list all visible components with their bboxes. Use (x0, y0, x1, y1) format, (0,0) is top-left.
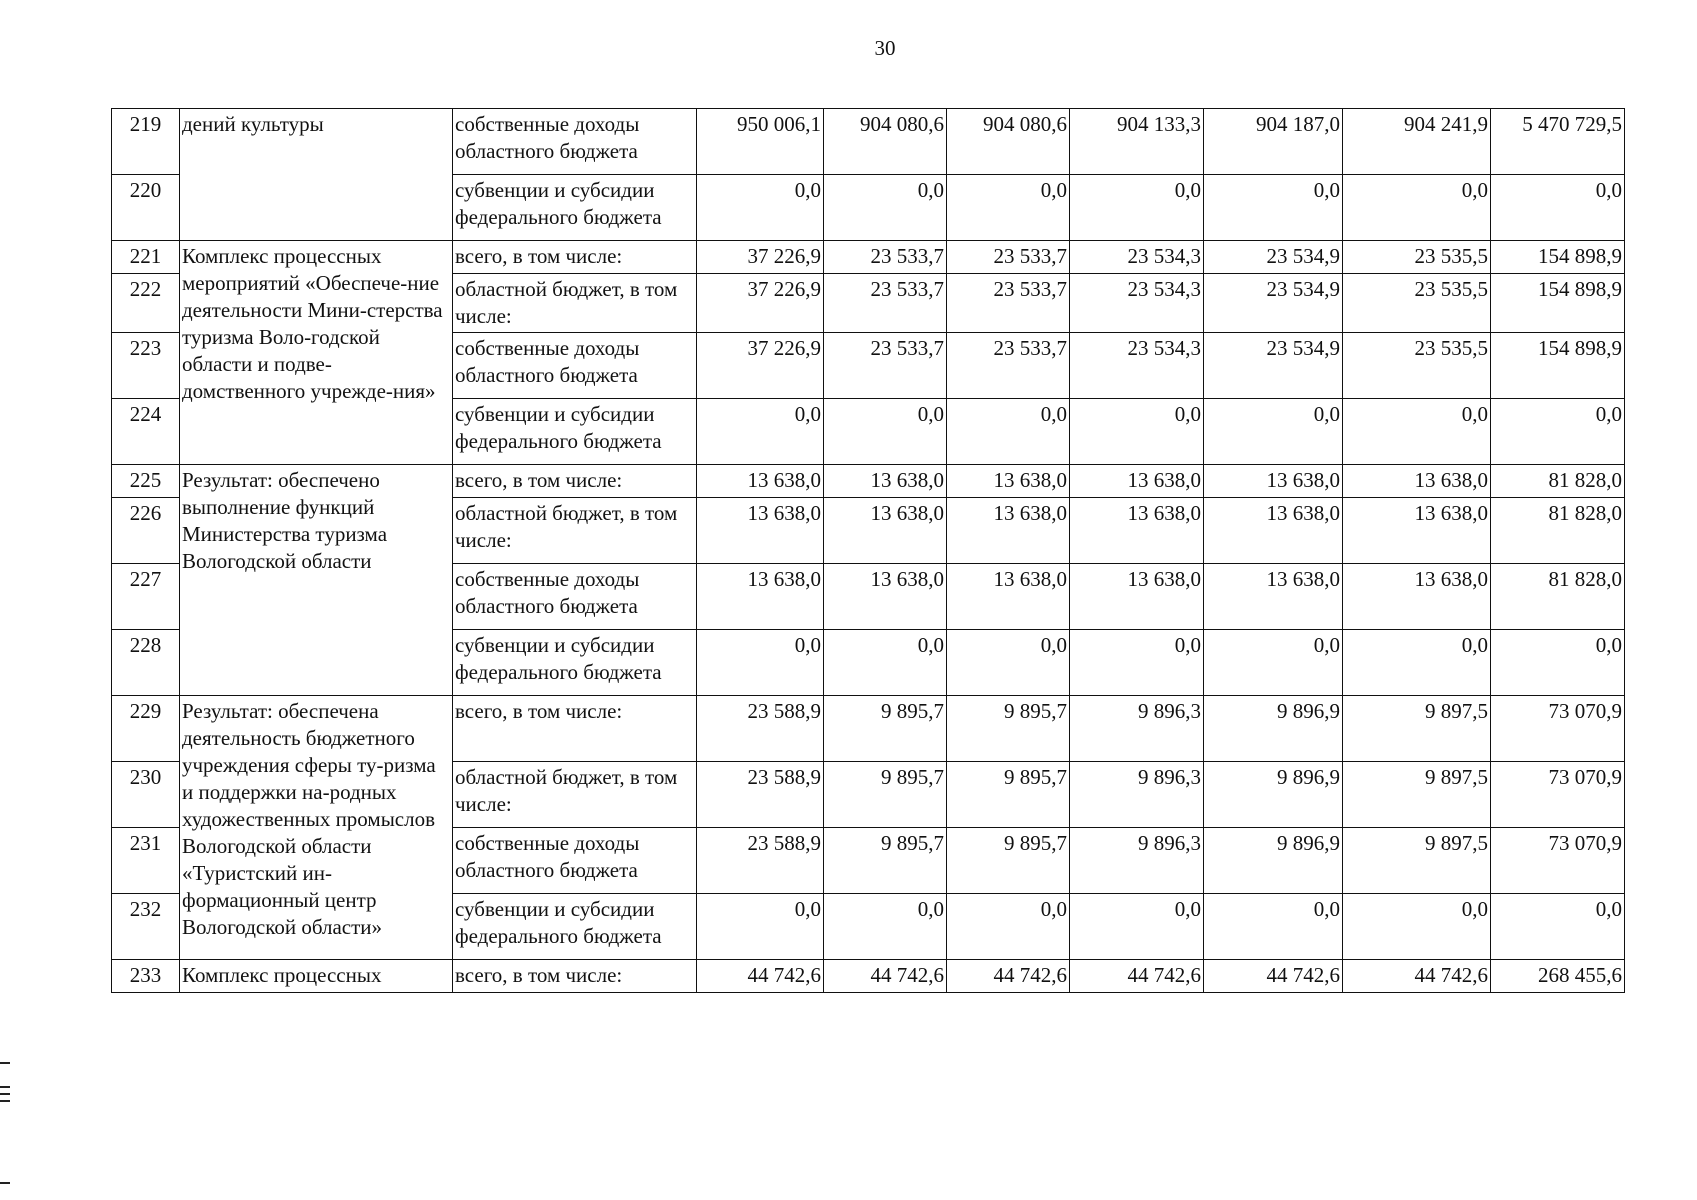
year-value: 23 588,9 (697, 828, 824, 894)
total-value: 0,0 (1491, 399, 1625, 465)
page-number: 30 (874, 36, 896, 60)
year-value: 13 638,0 (1343, 498, 1491, 564)
margin-mark (0, 1100, 10, 1102)
total-value: 73 070,9 (1491, 828, 1625, 894)
table-row (112, 960, 1625, 993)
year-value: 23 588,9 (697, 762, 824, 828)
year-value: 0,0 (1070, 894, 1204, 960)
row-number: 231 (112, 828, 180, 894)
margin-mark (0, 1182, 10, 1184)
year-value: 13 638,0 (697, 498, 824, 564)
total-value: 154 898,9 (1491, 274, 1625, 333)
year-value: 904 080,6 (947, 109, 1070, 175)
year-value: 9 895,7 (824, 696, 947, 762)
year-value: 0,0 (1343, 175, 1491, 241)
funding-source: областной бюджет, в том числе: (453, 498, 697, 564)
year-value: 44 742,6 (1343, 960, 1491, 993)
row-number: 233 (112, 960, 180, 993)
row-number: 226 (112, 498, 180, 564)
activity-description: Комплекс процессных мероприятий «Обеспече-ние деятельности Мини-стерства туризма Воло-годской области и подве-домственного учрежде-ния» (180, 241, 453, 465)
funding-source: субвенции и субсидии федерального бюджета (453, 399, 697, 465)
year-value: 9 895,7 (824, 828, 947, 894)
year-value: 9 897,5 (1343, 696, 1491, 762)
total-value: 73 070,9 (1491, 696, 1625, 762)
total-value: 154 898,9 (1491, 241, 1625, 274)
table-body (112, 109, 1625, 993)
funding-source: всего, в том числе: (453, 465, 697, 498)
activity-description: Результат: обеспечена деятельность бюджетного учреждения сферы ту-ризма и поддержки на-родных художественных промыслов Вологодской области «Туристский ин-формационный центр Вологодской области» (180, 696, 453, 960)
year-value: 23 533,7 (824, 274, 947, 333)
year-value: 0,0 (1343, 630, 1491, 696)
year-value: 13 638,0 (824, 498, 947, 564)
year-value: 44 742,6 (697, 960, 824, 993)
table-row (112, 109, 1625, 175)
funding-source: субвенции и субсидии федерального бюджета (453, 630, 697, 696)
year-value: 9 895,7 (824, 762, 947, 828)
total-value: 5 470 729,5 (1491, 109, 1625, 175)
year-value: 0,0 (1070, 399, 1204, 465)
year-value: 37 226,9 (697, 274, 824, 333)
year-value: 904 133,3 (1070, 109, 1204, 175)
year-value: 9 896,9 (1204, 762, 1343, 828)
year-value: 13 638,0 (824, 465, 947, 498)
row-number: 228 (112, 630, 180, 696)
year-value: 23 535,5 (1343, 274, 1491, 333)
year-value: 23 534,3 (1070, 274, 1204, 333)
year-value: 23 533,7 (824, 333, 947, 399)
year-value: 0,0 (697, 175, 824, 241)
funding-source: всего, в том числе: (453, 960, 697, 993)
year-value: 9 895,7 (947, 696, 1070, 762)
year-value: 23 535,5 (1343, 241, 1491, 274)
year-value: 13 638,0 (697, 465, 824, 498)
year-value: 23 534,3 (1070, 241, 1204, 274)
row-number: 227 (112, 564, 180, 630)
year-value: 0,0 (947, 399, 1070, 465)
year-value: 13 638,0 (947, 498, 1070, 564)
funding-source: собственные доходы областного бюджета (453, 109, 697, 175)
year-value: 0,0 (1343, 894, 1491, 960)
funding-source: собственные доходы областного бюджета (453, 333, 697, 399)
year-value: 0,0 (1204, 894, 1343, 960)
row-number: 223 (112, 333, 180, 399)
year-value: 0,0 (697, 630, 824, 696)
activity-description: Комплекс процессных (180, 960, 453, 993)
year-value: 0,0 (824, 399, 947, 465)
year-value: 0,0 (824, 894, 947, 960)
year-value: 13 638,0 (1343, 465, 1491, 498)
year-value: 0,0 (1070, 175, 1204, 241)
funding-source: субвенции и субсидии федерального бюджета (453, 175, 697, 241)
total-value: 73 070,9 (1491, 762, 1625, 828)
year-value: 9 897,5 (1343, 828, 1491, 894)
year-value: 13 638,0 (1070, 498, 1204, 564)
year-value: 13 638,0 (1204, 564, 1343, 630)
year-value: 37 226,9 (697, 241, 824, 274)
year-value: 44 742,6 (1204, 960, 1343, 993)
year-value: 0,0 (697, 399, 824, 465)
year-value: 9 897,5 (1343, 762, 1491, 828)
year-value: 9 895,7 (947, 762, 1070, 828)
total-value: 0,0 (1491, 175, 1625, 241)
year-value: 44 742,6 (947, 960, 1070, 993)
year-value: 23 588,9 (697, 696, 824, 762)
year-value: 9 896,9 (1204, 828, 1343, 894)
year-value: 13 638,0 (1343, 564, 1491, 630)
year-value: 13 638,0 (1204, 465, 1343, 498)
year-value: 23 534,9 (1204, 274, 1343, 333)
funding-source: областной бюджет, в том числе: (453, 274, 697, 333)
year-value: 13 638,0 (824, 564, 947, 630)
funding-source: всего, в том числе: (453, 241, 697, 274)
total-value: 81 828,0 (1491, 465, 1625, 498)
year-value: 44 742,6 (824, 960, 947, 993)
year-value: 9 896,3 (1070, 828, 1204, 894)
year-value: 0,0 (697, 894, 824, 960)
row-number: 221 (112, 241, 180, 274)
total-value: 81 828,0 (1491, 564, 1625, 630)
year-value: 9 896,9 (1204, 696, 1343, 762)
year-value: 23 533,7 (824, 241, 947, 274)
margin-mark (0, 1093, 10, 1095)
year-value: 0,0 (947, 894, 1070, 960)
year-value: 904 080,6 (824, 109, 947, 175)
row-number: 230 (112, 762, 180, 828)
year-value: 0,0 (947, 175, 1070, 241)
year-value: 0,0 (824, 630, 947, 696)
year-value: 9 896,3 (1070, 696, 1204, 762)
activity-description: дений культуры (180, 109, 453, 241)
year-value: 23 533,7 (947, 241, 1070, 274)
year-value: 23 533,7 (947, 274, 1070, 333)
year-value: 13 638,0 (697, 564, 824, 630)
row-number: 225 (112, 465, 180, 498)
year-value: 9 896,3 (1070, 762, 1204, 828)
year-value: 44 742,6 (1070, 960, 1204, 993)
year-value: 13 638,0 (947, 465, 1070, 498)
year-value: 13 638,0 (1070, 564, 1204, 630)
year-value: 904 241,9 (1343, 109, 1491, 175)
margin-mark (0, 1062, 10, 1064)
year-value: 0,0 (1204, 399, 1343, 465)
year-value: 950 006,1 (697, 109, 824, 175)
total-value: 268 455,6 (1491, 960, 1625, 993)
table-row (112, 241, 1625, 274)
year-value: 37 226,9 (697, 333, 824, 399)
year-value: 23 533,7 (947, 333, 1070, 399)
funding-source: субвенции и субсидии федерального бюджета (453, 894, 697, 960)
funding-source: областной бюджет, в том числе: (453, 762, 697, 828)
budget-table (111, 108, 1625, 993)
total-value: 81 828,0 (1491, 498, 1625, 564)
row-number: 232 (112, 894, 180, 960)
row-number: 222 (112, 274, 180, 333)
row-number: 224 (112, 399, 180, 465)
year-value: 13 638,0 (1070, 465, 1204, 498)
margin-mark (0, 1086, 10, 1088)
year-value: 13 638,0 (1204, 498, 1343, 564)
year-value: 0,0 (1070, 630, 1204, 696)
year-value: 0,0 (1343, 399, 1491, 465)
activity-description: Результат: обеспечено выполнение функций Министерства туризма Вологодской области (180, 465, 453, 696)
year-value: 13 638,0 (947, 564, 1070, 630)
table-row (112, 696, 1625, 762)
year-value: 23 534,9 (1204, 241, 1343, 274)
total-value: 154 898,9 (1491, 333, 1625, 399)
year-value: 23 534,3 (1070, 333, 1204, 399)
funding-source: собственные доходы областного бюджета (453, 564, 697, 630)
table-row (112, 465, 1625, 498)
funding-source: собственные доходы областного бюджета (453, 828, 697, 894)
year-value: 0,0 (824, 175, 947, 241)
total-value: 0,0 (1491, 894, 1625, 960)
year-value: 0,0 (947, 630, 1070, 696)
year-value: 9 895,7 (947, 828, 1070, 894)
funding-source: всего, в том числе: (453, 696, 697, 762)
row-number: 220 (112, 175, 180, 241)
year-value: 0,0 (1204, 630, 1343, 696)
year-value: 23 534,9 (1204, 333, 1343, 399)
total-value: 0,0 (1491, 630, 1625, 696)
year-value: 904 187,0 (1204, 109, 1343, 175)
year-value: 0,0 (1204, 175, 1343, 241)
row-number: 229 (112, 696, 180, 762)
row-number: 219 (112, 109, 180, 175)
year-value: 23 535,5 (1343, 333, 1491, 399)
